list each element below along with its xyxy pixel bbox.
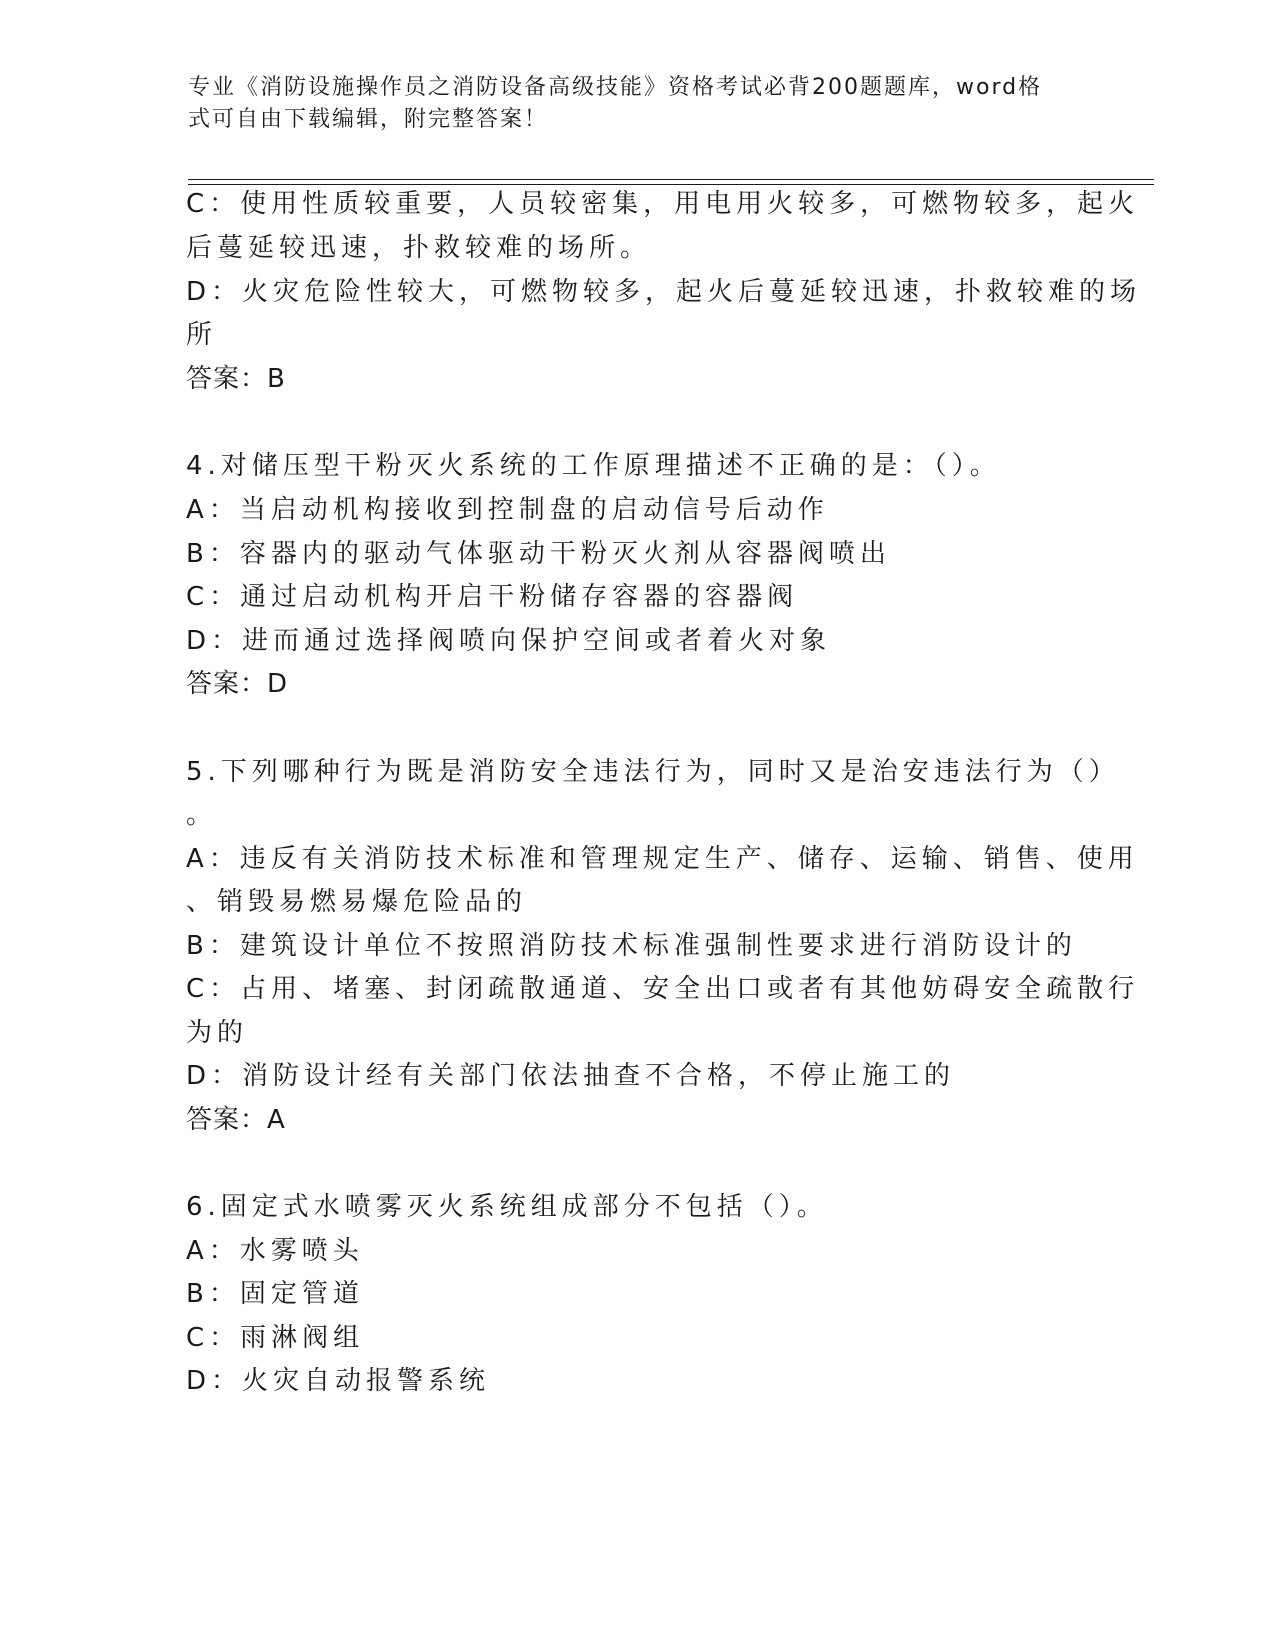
q3-option-c-line-2: 后蔓延较迅速，扑救较难的场所。 [186,233,652,263]
q4-answer: 答案：D [186,669,289,699]
q5-question-line-1: 5.下列哪种行为既是消防安全违法行为，同时又是治安违法行为（） [186,757,1120,787]
q4-option-a: A：当启动机构接收到控制盘的启动信号后动作 [186,495,829,525]
q3-option-d-line-2: 所 [186,320,218,350]
header-divider-bottom [188,184,1154,185]
q5-option-c-line-2: 为的 [186,1018,249,1048]
q6-option-d: D：火灾自动报警系统 [186,1366,491,1396]
q4-option-b: B：容器内的驱动气体驱动干粉灭火剂从容器阀喷出 [186,539,891,569]
q5-answer: 答案：A [186,1105,286,1135]
q6-option-b: B：固定管道 [186,1279,364,1309]
q6-option-a: A：水雾喷头 [186,1236,364,1266]
q5-option-b: B：建筑设计单位不按照消防技术标准强制性要求进行消防设计的 [186,931,1077,961]
q4-option-c: C：通过启动机构开启干粉储存容器的容器阀 [186,582,799,612]
document-header [188,72,1068,136]
header-divider-top [188,179,1154,180]
header-line-1: 专业《消防设施操作员之消防设备高级技能》资格考试必背200题题库，word格 [188,75,1043,100]
q3-option-d-line-1: D：火灾危险性较大，可燃物较多，起火后蔓延较迅速，扑救较难的场 [186,277,1142,307]
header-line-2: 式可自由下载编辑，附完整答案！ [188,107,549,132]
q5-option-c-line-1: C：占用、堵塞、封闭疏散通道、安全出口或者有其他妨碍安全疏散行 [186,974,1140,1004]
q5-option-a-line-2: 、销毁易燃易爆危险品的 [186,887,528,917]
q5-question-line-2: 。 [186,800,218,830]
q4-question: 4.对储压型干粉灭火系统的工作原理描述不正确的是：（）。 [186,451,1001,481]
q5-option-a-line-1: A：违反有关消防技术标准和管理规定生产、储存、运输、销售、使用 [186,844,1139,874]
q5-option-d: D：消防设计经有关部门依法抽查不合格，不停止施工的 [186,1061,956,1091]
q3-answer: 答案：B [186,364,286,394]
q3-option-c-line-1: C：使用性质较重要，人员较密集，用电用火较多，可燃物较多，起火 [186,189,1140,219]
q6-option-c: C：雨淋阀组 [186,1323,365,1353]
q4-option-d: D：进而通过选择阀喷向保护空间或者着火对象 [186,626,832,656]
q6-question: 6.固定式水喷雾灭火系统组成部分不包括（）。 [186,1192,828,1222]
